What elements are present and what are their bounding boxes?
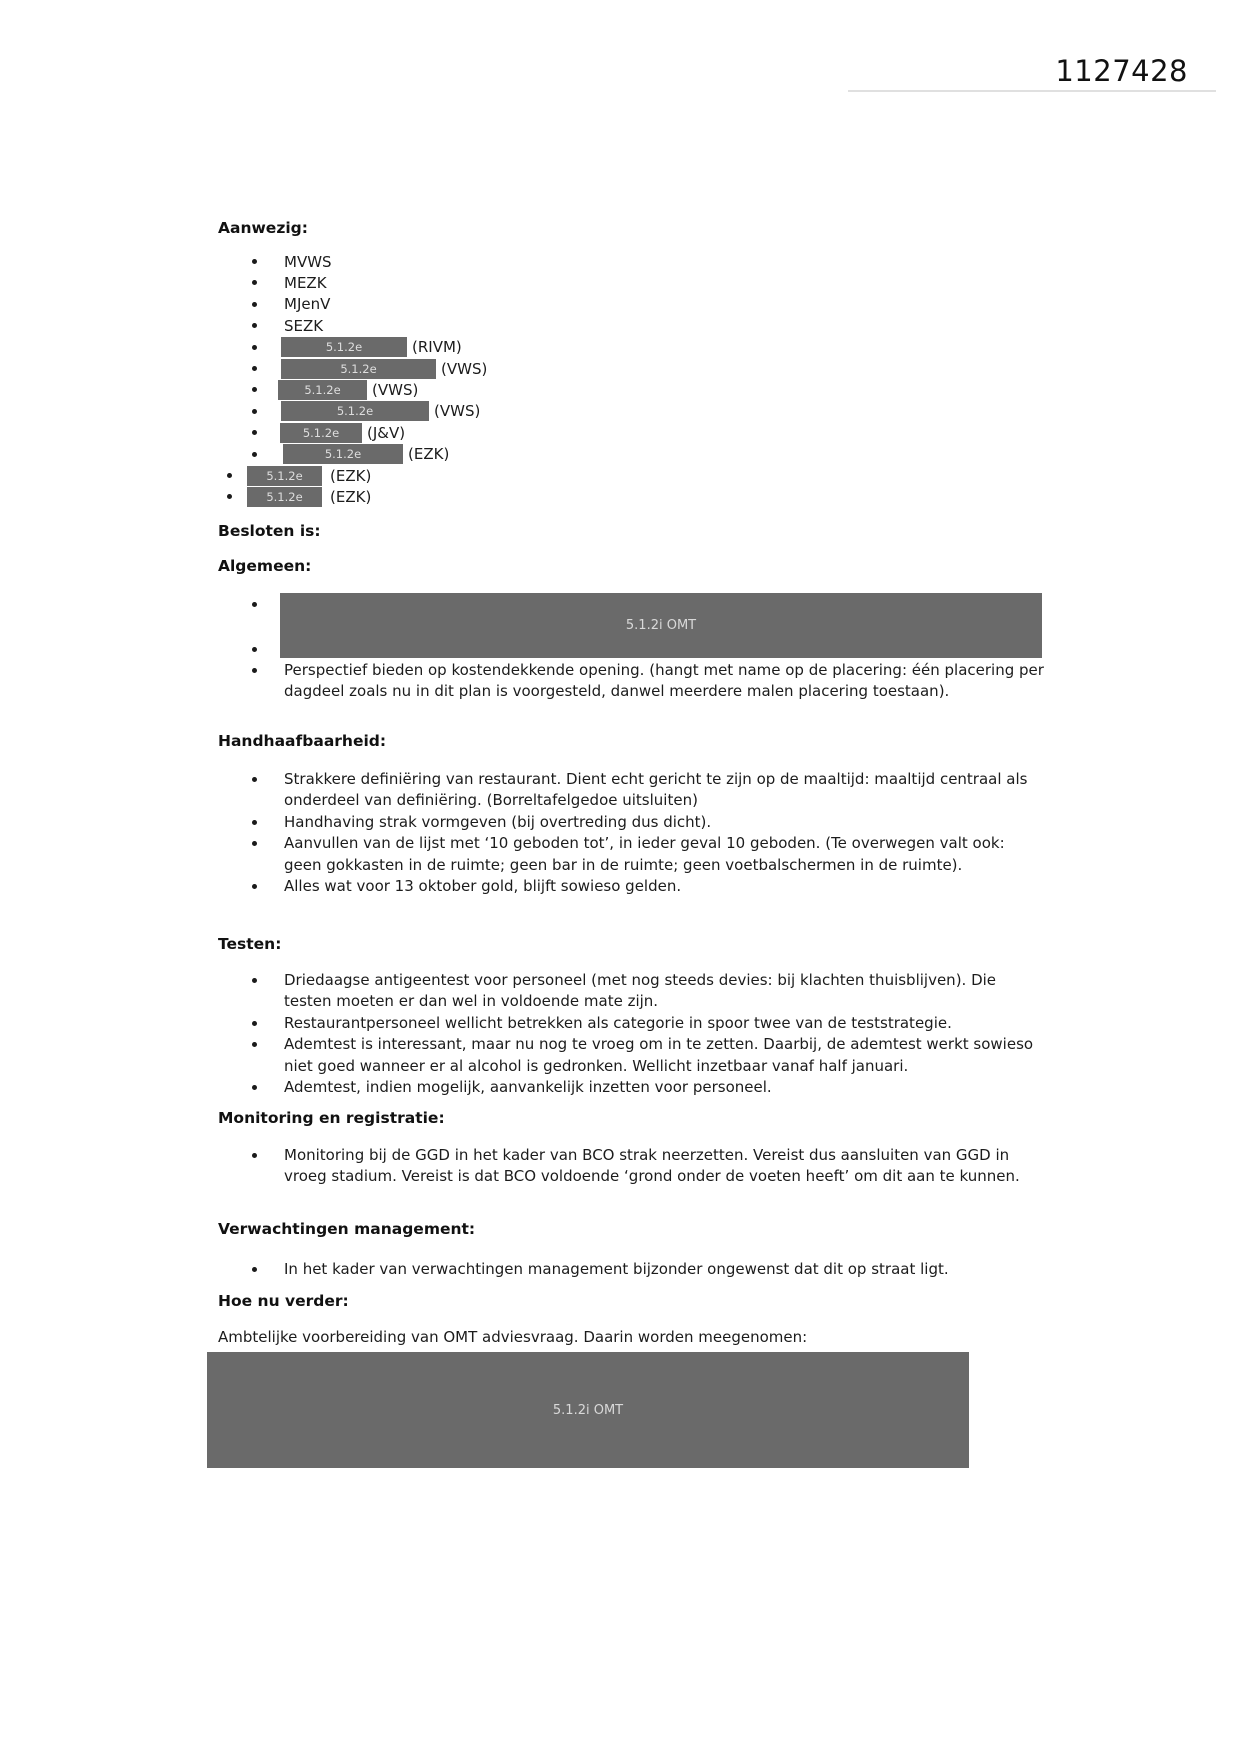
list-item — [218, 272, 1048, 293]
attendee-org: (J&V) — [367, 423, 406, 442]
redaction-box — [247, 466, 322, 486]
redaction-label: 5.1.2i OMT — [552, 1402, 624, 1418]
redaction-label: 5.1.2e — [266, 489, 303, 504]
bullet-icon — [227, 473, 232, 478]
attendee-org: (VWS) — [441, 359, 488, 378]
redaction-label: 5.1.2e — [340, 361, 377, 376]
redaction-label: 5.1.2e — [302, 425, 340, 440]
redaction-label: 5.1.2e — [304, 383, 341, 398]
attendee-label: SEZK — [284, 316, 324, 335]
redaction-box — [281, 337, 407, 357]
heading-testen: Testen: — [218, 935, 282, 953]
list-item — [218, 660, 1048, 703]
bullet-text: Perspectief bieden op kostendekkende opening. (hangt met name op de placering: één placering per dagdeel zoals nu in dit plan is voorgesteld, danwel meerdere malen placering toestaan). — [284, 661, 1044, 701]
list-item — [218, 465, 1048, 486]
bullet-icon — [252, 259, 257, 264]
bullet-icon — [252, 387, 257, 392]
redaction-box — [280, 423, 362, 443]
bullet-text: In het kader van verwachtingen management bijzonder ongewenst dat dit op straat ligt. — [284, 1260, 949, 1278]
bullet-icon — [252, 430, 257, 435]
bullet-icon — [252, 602, 257, 607]
bullet-icon — [252, 1085, 257, 1090]
attendee-org: (EZK) — [330, 487, 372, 506]
handhaafbaarheid-bullets — [218, 769, 1048, 897]
paragraph: Ambtelijke voorbereiding van OMT adviesvraag. Daarin worden meegenomen: — [218, 1328, 808, 1346]
heading-aanwezig: Aanwezig: — [218, 219, 308, 237]
document-number: 1127428 — [1055, 54, 1188, 88]
redacted-bullet-group — [218, 593, 1048, 658]
list-item — [218, 1145, 1048, 1188]
list-item — [218, 422, 1048, 443]
attendee-label: MVWS — [284, 252, 332, 271]
list-item — [218, 769, 1048, 812]
redaction-box — [281, 401, 429, 421]
bullet-icon — [252, 668, 257, 673]
bullet-text: Ademtest is interessant, maar nu nog te vroeg om in te zetten. Daarbij, de ademtest werkt sowieso niet goed wanneer er al alcohol is gedronken. Wellicht inzetbaar vanaf half januari. — [284, 1035, 1034, 1075]
redaction-box — [281, 359, 436, 379]
bullet-icon — [252, 280, 257, 285]
bullet-icon — [252, 1153, 257, 1158]
redaction-label: 5.1.2e — [336, 404, 374, 419]
bullet-icon — [252, 978, 257, 983]
list-item — [218, 970, 1048, 1013]
scan-edge-line — [848, 90, 1216, 92]
bullet-icon — [227, 494, 232, 499]
list-item — [218, 251, 1048, 272]
bullet-icon — [252, 1267, 257, 1272]
redaction-label: 5.1.2e — [325, 340, 363, 355]
verwachtingen-bullets — [218, 1259, 1048, 1280]
attendee-org: (EZK) — [330, 466, 372, 485]
list-item — [218, 833, 1048, 876]
bullet-icon — [252, 647, 257, 652]
bullet-text: Handhaving strak vormgeven (bij overtreding dus dicht). — [284, 812, 712, 831]
attendee-org: (VWS) — [434, 402, 481, 421]
bullet-icon — [252, 1042, 257, 1047]
list-item — [218, 1077, 1048, 1098]
bullet-text: Restaurantpersoneel wellicht betrekken als categorie in spoor twee van de teststrategie. — [284, 1013, 952, 1032]
list-item — [218, 1013, 1048, 1034]
redaction-box-large — [207, 1352, 969, 1468]
heading-algemeen: Algemeen: — [218, 557, 312, 575]
monitoring-bullets — [218, 1145, 1048, 1188]
list-item — [218, 812, 1048, 833]
bullet-text: Monitoring bij de GGD in het kader van BCO strak neerzetten. Vereist dus aansluiten van GGD in vroeg stadium. Vereist is dat BCO voldoende ‘grond onder de voeten heeft’ om dit aan te kunnen. — [284, 1146, 1020, 1186]
list-item — [218, 444, 1048, 465]
heading-verwachtingen: Verwachtingen management: — [218, 1220, 476, 1238]
list-item — [218, 401, 1048, 422]
list-item — [218, 876, 1048, 897]
heading-hoe-nu-verder: Hoe nu verder: — [218, 1292, 349, 1310]
list-item — [218, 358, 1048, 379]
heading-handhaafbaarheid: Handhaafbaarheid: — [218, 732, 387, 750]
bullet-text: Alles wat voor 13 oktober gold, blijft sowieso gelden. — [284, 877, 682, 896]
list-item — [218, 486, 1048, 507]
redaction-box — [247, 487, 322, 507]
bullet-icon — [252, 820, 257, 825]
redaction-label: 5.1.2e — [324, 447, 362, 462]
attendee-org: (VWS) — [372, 381, 419, 400]
heading-monitoring: Monitoring en registratie: — [218, 1109, 445, 1127]
redaction-box — [278, 380, 367, 400]
bullet-icon — [252, 409, 257, 414]
attendee-org: (EZK) — [408, 445, 450, 464]
bullet-text: Ademtest, indien mogelijk, aanvankelijk inzetten voor personeel. — [284, 1078, 772, 1097]
bullet-icon — [252, 302, 257, 307]
attendee-list — [218, 251, 1048, 508]
attendee-label: MEZK — [284, 274, 327, 293]
redaction-box — [283, 444, 403, 464]
list-item — [218, 294, 1048, 315]
redaction-label: 5.1.2e — [266, 468, 303, 483]
bullet-text: Strakkere definiëring van restaurant. Dient echt gericht te zijn op de maaltijd: maaltijd centraal als onderdeel van definiëring. (Borreltafelgedoe uitsluiten) — [284, 770, 1028, 810]
heading-besloten: Besloten is: — [218, 522, 321, 540]
list-item — [218, 1034, 1048, 1077]
redaction-label: 5.1.2i OMT — [625, 618, 697, 633]
testen-bullets — [218, 970, 1048, 1098]
list-item — [218, 315, 1048, 336]
bullet-text: Driedaagse antigeentest voor personeel (met nog steeds devies: bij klachten thuisblijven). Die testen moeten er dan wel in voldoende mate zijn. — [284, 971, 997, 1011]
bullet-icon — [252, 366, 257, 371]
attendee-label: MJenV — [284, 295, 331, 314]
redaction-box-large — [280, 593, 1042, 658]
attendee-org: (RIVM) — [412, 338, 462, 357]
list-item — [218, 1259, 1048, 1280]
bullet-icon — [252, 345, 257, 350]
bullet-icon — [252, 884, 257, 889]
bullet-icon — [252, 777, 257, 782]
list-item — [218, 379, 1048, 400]
algemeen-bullets — [218, 660, 1048, 703]
bullet-icon — [252, 1021, 257, 1026]
bullet-icon — [252, 841, 257, 846]
bullet-text: Aanvullen van de lijst met ‘10 geboden tot’, in ieder geval 10 geboden. (Te overwegen valt ook: geen gokkasten in de ruimte; geen bar in de ruimte; geen voetbalschermen in de ruimte). — [284, 834, 1005, 874]
bullet-icon — [252, 452, 257, 457]
list-item — [218, 337, 1048, 358]
bullet-icon — [252, 323, 257, 328]
